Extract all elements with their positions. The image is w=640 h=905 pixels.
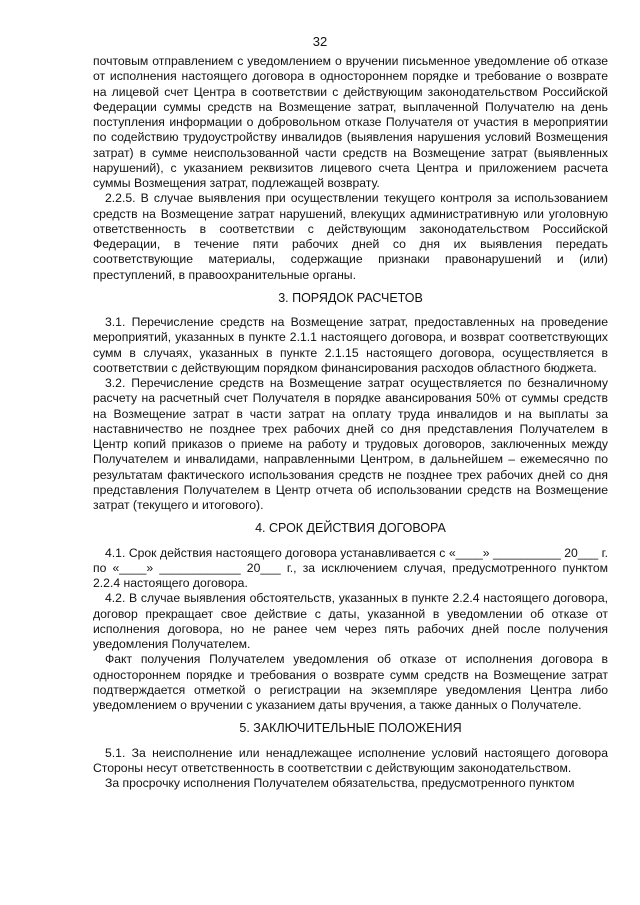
paragraph-continuation: почтовым отправлением с уведомлением о вручении письменное уведомление об отказе от исполнения настоящего договора в одностороннем порядке и требование о возврате на лицевой счет Центра в соответствии с действующим законодательством Российской Федерации суммы средств на Возмещение затрат, выплаченной Получателю на день поступления информации о добровольном отказе Получателя от участия в мероприятии по содействию трудоустройству инвалидов (выявления нарушения условий Возмещения затрат) в сумме неиспользованной части средств на Возмещение затрат (выявленных нарушений), с указанием реквизитов лицевого счета Центра и приложением расчета суммы Возмещения затрат, подлежащей возврату.: [93, 54, 608, 190]
paragraph-4-1: 4.1. Срок действия настоящего договора устанавливается с «____» __________ 20___ г. по «____» ____________ 20___ г., за исключением случая, предусмотренного пунктом 2.2.4 настоящего договора.: [93, 545, 608, 590]
document-body: [93, 54, 608, 791]
paragraph-3-2: 3.2. Перечисление средств на Возмещение затрат осуществляется по безналичному расчету на расчетный счет Получателя в порядке авансирования 50% от суммы средств на Возмещение затрат в части затрат на оплату труда инвалидов и на выплаты за наставничество не позднее трех рабочих дней со дня представления Получателем в Центр копий приказов о приеме на работу и трудовых договоров, заключенных между Получателем и инвалидами, направленными Центром, в дальнейшем – ежемесячно по результатам фактического использования средств не позднее трех рабочих дней со дня представления Получателем в Центр отчета об использовании средств на Возмещение затрат (текущего и итогового).: [93, 376, 608, 512]
paragraph-3-1: 3.1. Перечисление средств на Возмещение затрат, предоставленных на проведение мероприятий, указанных в пункте 2.1.1 настоящего договора, и возврат соответствующих сумм в случаях, указанных в пункте 2.1.15 настоящего договора, осуществляется в соответствии с действующим порядком финансирования расходов областного бюджета.: [93, 315, 608, 375]
paragraph-2-2-5: 2.2.5. В случае выявления при осуществлении текущего контроля за использованием средств на Возмещение затрат нарушений, влекущих административную или уголовную ответственность в соответствии с действующим законодательством Российской Федерации, в течение пяти рабочих дней со дня их выявления передать соответствующие материалы, содержащие признаки правонарушений и (или) преступлений, в правоохранительные органы.: [93, 191, 608, 282]
section-heading-4: 4. СРОК ДЕЙСТВИЯ ДОГОВОРА: [255, 521, 446, 536]
paragraph-4-2-fact: Факт получения Получателем уведомления об отказе от исполнения договора в одностороннем порядке и требования о возврате сумм средств на Возмещение затрат подтверждается отметкой о регистрации на экземпляре уведомления Центра либо уведомлением о вручении с указанием даты вручения, а также данных о Получателе.: [93, 652, 608, 712]
page-number: 32: [312, 34, 328, 49]
paragraph-5-1-delay: За просрочку исполнения Получателем обязательства, предусмотренного пунктом: [105, 776, 575, 790]
section-heading-3: 3. ПОРЯДОК РАСЧЕТОВ: [278, 290, 423, 305]
paragraph-4-2: 4.2. В случае выявления обстоятельств, указанных в пункте 2.2.4 настоящего договора, договор прекращает свое действие с даты, указанной в уведомлении об отказе от исполнения договора, но не ранее чем через пять рабочих дней после получения уведомления Получателем.: [93, 591, 608, 651]
section-heading-5: 5. ЗАКЛЮЧИТЕЛЬНЫЕ ПОЛОЖЕНИЯ: [239, 721, 462, 736]
paragraph-5-1: 5.1. За неисполнение или ненадлежащее исполнение условий настоящего договора Стороны несут ответственность в соответствии с действующим законодательством.: [93, 745, 608, 775]
